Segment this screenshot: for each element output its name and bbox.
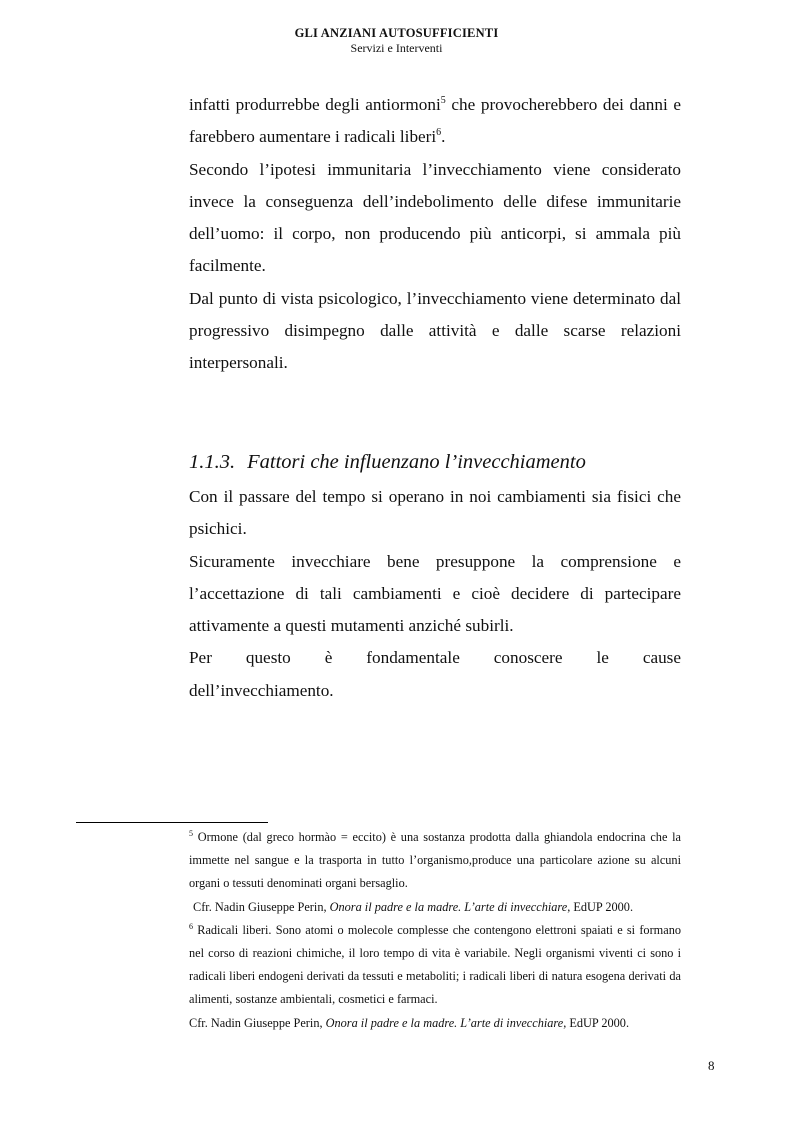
header-title: GLI ANZIANI AUTOSUFFICIENTI bbox=[294, 26, 499, 40]
page-number: 8 bbox=[708, 1058, 715, 1073]
paragraph: Con il passare del tempo si operano in noi cambiamenti sia fisici che psichici. bbox=[189, 487, 681, 539]
footnote-6: $^6$ Radicali liberi. Sono atomi o molecole complesse che contengono elettroni spaiati e si formano nel corso di reazioni chimiche, il loro tempo di vita è variabile. Negli organismi viventi ci sono i radicali liberi endogeni derivati da tessuti e metaboliti; i radicali liberi di natura esogena derivati da alimenti, sostanze ambientali, cosmetici e farmaci. bbox=[189, 921, 681, 1007]
paragraph: dell’invecchiamento. bbox=[189, 680, 334, 700]
paragraph: Dal punto di vista psicologico, l’invecchiamento viene determinato dal progressivo disimpegno dalle attività e dalle scarse relazioni interpersonali. bbox=[189, 288, 681, 373]
footnote-5: $^5$ Ormone (dal greco hormào = eccito) è una sostanza prodotta dalla ghiandola endocrina che la immette nel sangue e la trasporta in tutto l’organismo,produce una particolare azione su alcuni organi o tessuti denominati organi bersaglio. bbox=[189, 829, 681, 891]
paragraph: Secondo l’ipotesi immunitaria l’invecchiamento viene considerato invece la conseguenza dell’indebolimento delle difese immunitarie dell’uomo: il corpo, non producendo più anticorpi, si ammala più facilmente. bbox=[189, 159, 681, 276]
section-title: Fattori che influenzano l’invecchiamento bbox=[247, 451, 586, 473]
body-text-top bbox=[189, 89, 681, 380]
footnote-6-citation: Cfr. Nadin Giuseppe Perin, Onora il padre e la madre. L’arte di invecchiare, EdUP 2000. bbox=[189, 1015, 630, 1030]
section-number: 1.1.3. bbox=[189, 451, 236, 473]
footnote-ref-5[interactable]: 5 bbox=[440, 95, 446, 106]
footnotes bbox=[189, 826, 681, 1035]
footnote-5-citation: Cfr. Nadin Giuseppe Perin, Onora il padre e la madre. L’arte di invecchiare, EdUP 2000. bbox=[193, 899, 634, 914]
header-subtitle: Servizi e Interventi bbox=[350, 41, 443, 55]
running-header bbox=[0, 26, 793, 55]
body-text-section bbox=[189, 481, 681, 707]
footnote-ref-6[interactable]: 6 bbox=[436, 127, 442, 139]
paragraph: infatti produrrebbe degli antiormoni$^5$ che provocherebbero dei danni e farebbero aumentare i radicali liberi$^6$. bbox=[189, 95, 681, 147]
paragraph: Sicuramente invecchiare bene presuppone la comprensione e l’accettazione di tali cambiamenti e cioè decidere di partecipare attivamente a questi mutamenti anziché subirli. bbox=[189, 551, 681, 636]
section-heading bbox=[189, 449, 586, 475]
footnote-separator bbox=[76, 822, 268, 823]
paragraph: Per questo è fondamentale conoscere le cause bbox=[189, 648, 681, 668]
